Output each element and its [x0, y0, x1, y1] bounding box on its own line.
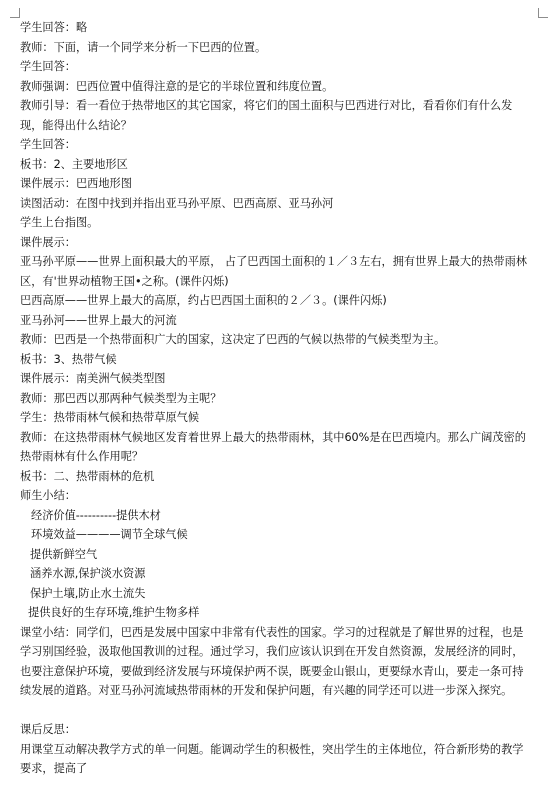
text-paragraph: 亚马孙平原——世界上面积最大的平原， 占了巴西国土面积的１／３左右，拥有世界上最大的热带雨林区，有'世界动植物王国•之称。(课件闪烁) [20, 255, 527, 288]
text-line: 读图活动：在图中找到并指出亚马孙平原、巴西高原、亚马孙河 [20, 196, 334, 210]
text-line: 学生：热带雨林气候和热带草原气候 [20, 411, 200, 424]
text-line: 课件展示： [20, 235, 76, 249]
summary-item: 提供新鲜空气 [30, 547, 98, 561]
summary-item: 环境效益————调节全球气候 [31, 528, 188, 541]
text-paragraph: 教师：在这热带雨林气候地区发育着世界上最大的热带雨林，其中60%是在巴西境内。那么广阔茂密的热带雨林有什么作用呢？ [20, 430, 526, 463]
text-line: 教师：下面，请一个同学来分析一下巴西的位置。 [20, 40, 267, 54]
summary-item: 涵养水源,保护淡水资源 [30, 567, 146, 580]
text-line: 课后反思： [20, 723, 76, 736]
blank-line [20, 701, 530, 721]
text-line: 板书：3、热带气候 [20, 352, 117, 366]
text-paragraph: 课堂小结：同学们，巴西是发展中国家中非常有代表性的国家。学习的过程就是了解世界的过程，也是学习别国经验，汲取他国教训的过程。通过学习，我们应该认识到在开发自然资源，发展经济的同时，也要注意保护环境，要做到经济发展与环境保护两不误，既要金山银山，更要绿水青山，要走一条可持续发展的道路。对亚马孙河流域热带雨林的开发和保护问题，有兴趣的同学还可以进一步深入探究。 [20, 625, 524, 697]
text-line: 学生回答： [20, 60, 76, 73]
page-corner-mark-top-right [538, 8, 548, 18]
text-line: 学生回答：略 [20, 21, 88, 34]
text-line: 师生小结： [20, 489, 76, 502]
text-line: 亚马孙河——世界上最大的河流 [20, 313, 177, 327]
text-line: 教师强调：巴西位置中值得注意的是它的半球位置和纬度位置。 [20, 79, 334, 93]
summary-item: 经济价值----------提供木材 [31, 508, 161, 522]
text-line: 课件展示：南美洲气候类型图 [20, 372, 166, 385]
text-line: 教师：巴西是一个热带面积广大的国家，这决定了巴西的气候以热带的气候类型为主。 [20, 333, 446, 346]
text-line: 板书：二、热带雨林的危机 [20, 469, 155, 483]
text-line: 板书：2、主要地形区 [20, 157, 128, 171]
summary-item: 提供良好的生存环境,维护生物多样 [28, 606, 200, 619]
text-line: 课件展示：巴西地形图 [20, 177, 132, 190]
text-line: 教师：那巴西以那两种气候类型为主呢？ [20, 391, 222, 405]
text-line: 学生上台指图。 [20, 216, 99, 229]
summary-item: 保护土壤,防止水土流失 [30, 586, 146, 600]
page-corner-mark-top-left [10, 8, 20, 18]
text-line: 巴西高原——世界上最大的高原，约占巴西国土面积的２／３。(课件闪烁) [20, 294, 387, 307]
text-line: 学生回答： [20, 138, 76, 151]
text-paragraph: 教师引导：看一看位于热带地区的其它国家，将它们的国土面积与巴西进行对比，看看你们有什么发现，能得出什么结论？ [20, 99, 513, 132]
text-paragraph: 用课堂互动解决教学方式的单一问题。能调动学生的积极性，突出学生的主体地位，符合新形势的教学要求，提高了 [20, 742, 524, 775]
document-body [20, 18, 530, 779]
